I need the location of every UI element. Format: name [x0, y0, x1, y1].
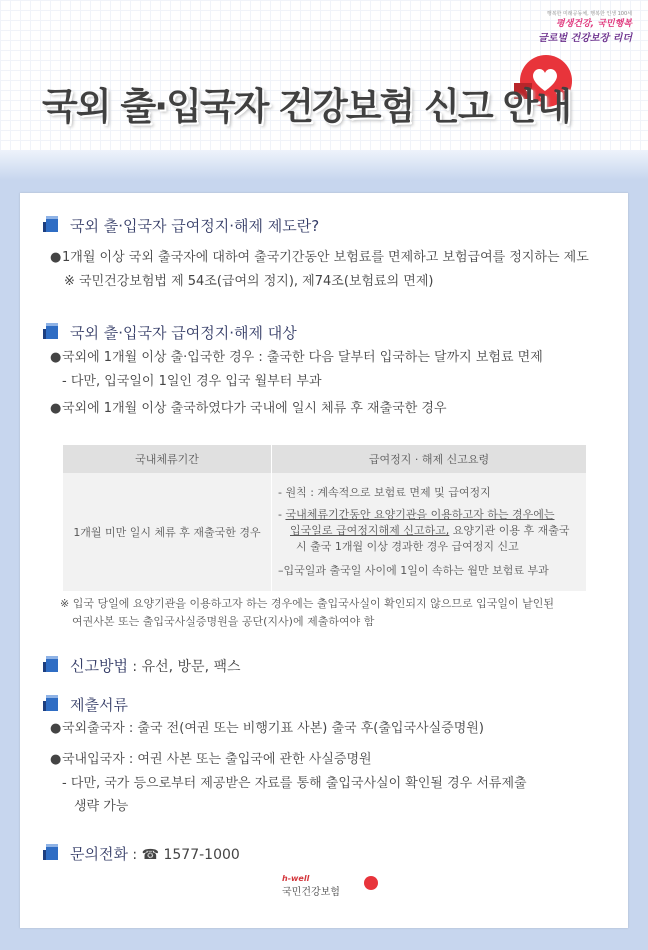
bullet-item: ●국외출국자 : 출국 전(여권 또는 비행기표 사본) 출국 후(출입국사실증명원)	[50, 721, 484, 736]
bullet-sub-item: 생략 가능	[74, 799, 129, 814]
section-system	[46, 215, 319, 236]
heart-logo-small-icon	[364, 876, 378, 890]
dot-icon: ●	[50, 721, 62, 736]
table-header-row	[63, 445, 587, 473]
brand-kr: 국민건강보험	[282, 887, 340, 898]
slogan	[538, 10, 632, 44]
guide-item: - 원칙 : 계속적으로 보험료 면제 및 급여정지	[278, 486, 491, 499]
section-contact	[46, 843, 240, 864]
bullet-sub-item: - 다만, 입국일이 1일인 경우 입국 월부터 부과	[62, 374, 322, 389]
bullet-item: ●1개월 이상 국외 출국자에 대하여 출국기간동안 보험료를 면제하고 보험급여를 정지하는 제도	[50, 250, 589, 265]
guide-item-cont: 입국일로 급여정지해제 신고하고, 요양기관 이용 후 재출국	[290, 524, 570, 537]
bullet-item: ●국내입국자 : 여권 사본 또는 출입국에 관한 사실증명원	[50, 752, 372, 767]
section-title: 신고방법 : 유선, 방문, 팩스	[46, 655, 241, 676]
section-title: 국외 출·입국자 급여정지·해제 대상	[46, 322, 297, 343]
table-cell-guide	[272, 473, 587, 591]
dot-icon: ●	[50, 350, 62, 365]
table-cell-period: 1개월 미만 일시 체류 후 재출국한 경우	[63, 473, 272, 591]
square-bullet-icon	[46, 698, 58, 711]
square-bullet-icon	[46, 847, 58, 860]
report-guide-table	[62, 445, 586, 591]
phone-number: : ☎ 1577-1000	[127, 847, 240, 863]
law-note: ※ 국민건강보험법 제 54조(급여의 정지), 제74조(보험료의 면제)	[64, 274, 434, 289]
brand-en: h-well	[282, 874, 310, 883]
slogan-tiny: 행복한 미래공동체, 행복한 인생 100세	[546, 11, 632, 17]
square-bullet-icon	[46, 326, 58, 339]
section-title: 제출서류	[46, 694, 128, 715]
table-note-line2: 여권사본 또는 출입국사실증명원을 공단(지사)에 제출하여야 함	[72, 615, 375, 628]
guide-item-cont: 시 출국 1개월 이상 경과한 경우 급여정지 신고	[296, 540, 519, 553]
section-documents	[46, 694, 128, 715]
guide-item: –입국일과 출국일 사이에 1일이 속하는 월만 보험료 부과	[278, 564, 549, 577]
header-fade	[0, 150, 648, 180]
content-panel	[20, 193, 628, 928]
table-header: 국내체류기간	[63, 445, 272, 473]
square-bullet-icon	[46, 219, 58, 232]
bullet-sub-item: - 다만, 국가 등으로부터 제공받은 자료를 통해 출입국사실이 확인될 경우 서류제출	[62, 776, 527, 791]
slogan-line2: 글로벌 건강보장 리더	[538, 33, 632, 44]
bullet-item: ●국외에 1개월 이상 출·입국한 경우 : 출국한 다음 달부터 입국하는 달까지 보험료 면제	[50, 350, 543, 365]
square-bullet-icon	[46, 659, 58, 672]
section-target	[46, 322, 297, 343]
guide-item: - 국내체류기간동안 요양기관을 이용하고자 하는 경우에는	[278, 508, 555, 521]
nhis-logo	[282, 874, 340, 898]
table-row	[63, 473, 587, 591]
table-header: 급여정지 · 해제 신고요령	[272, 445, 587, 473]
slogan-line1: 평생건강, 국민행복	[555, 19, 632, 29]
section-title: 국외 출·입국자 급여정지·해제 제도란?	[46, 215, 319, 236]
bullet-item: ●국외에 1개월 이상 출국하였다가 국내에 일시 체류 후 재출국한 경우	[50, 401, 447, 416]
table-note-line1: ※ 입국 당일에 요양기관을 이용하고자 하는 경우에는 출입국사실이 확인되지 않으므로 입국일이 낱인된	[60, 597, 554, 610]
page-title: 국외 출·입국자 건강보험 신고 안내	[42, 85, 570, 128]
dot-icon: ●	[50, 752, 62, 767]
dot-icon: ●	[50, 401, 62, 416]
section-title: 문의전화 : ☎ 1577-1000	[46, 843, 240, 864]
dot-icon: ●	[50, 250, 62, 265]
section-method	[46, 655, 241, 676]
